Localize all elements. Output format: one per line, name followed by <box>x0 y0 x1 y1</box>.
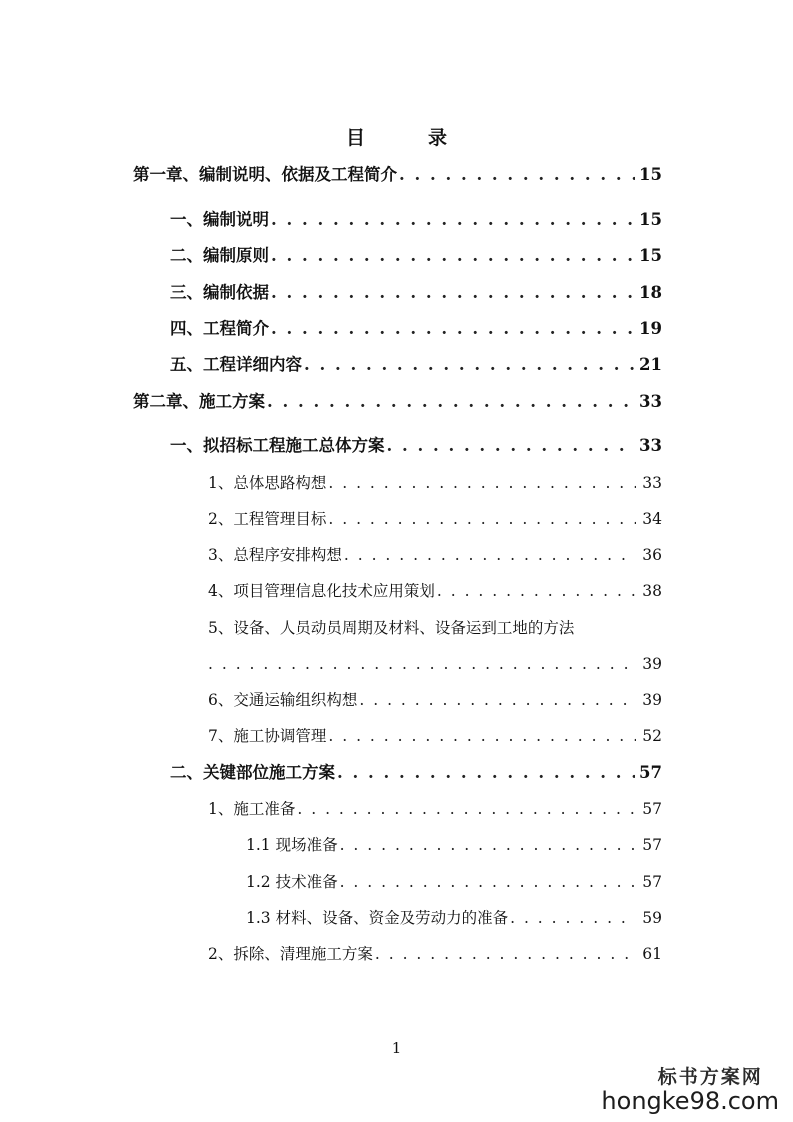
dot-leader <box>328 470 636 496</box>
toc-entry-section[interactable] <box>170 433 662 459</box>
toc-entry-subsection[interactable] <box>208 796 662 822</box>
toc-entry-subsubsection[interactable] <box>246 832 662 858</box>
watermark-text-cn: 标书方案网 <box>657 1066 763 1088</box>
dot-leader <box>297 796 636 822</box>
toc-entry-label: 2、工程管理目标 <box>208 510 327 528</box>
watermark-logo <box>601 1068 779 1113</box>
dot-leader <box>267 389 635 415</box>
toc-entry-subsection[interactable] <box>208 578 662 604</box>
toc-entry-label: 6、交通运输组织构想 <box>208 691 358 709</box>
toc-entry-page: 57 <box>639 763 662 782</box>
toc-entry-section[interactable] <box>170 760 662 786</box>
toc-entry-subsection-wrapped[interactable] <box>208 615 662 641</box>
toc-entry-label: 1.3 材料、设备、资金及劳动力的准备 <box>246 909 509 927</box>
toc-entry-page: 15 <box>639 246 662 265</box>
toc-entry-label: 二、编制原则 <box>170 246 269 265</box>
toc-entry-page: 57 <box>642 800 662 818</box>
toc-entry-label: 2、拆除、清理施工方案 <box>208 945 373 963</box>
dot-leader <box>208 651 636 677</box>
dot-leader <box>359 687 636 713</box>
toc-entry-page: 38 <box>642 582 662 600</box>
toc-entry-continuation[interactable] <box>208 651 662 677</box>
toc-entry-page: 39 <box>642 655 662 673</box>
watermark-text-en: hongke98.com <box>601 1087 779 1115</box>
toc-entry-page: 15 <box>639 210 662 229</box>
toc-entry-label: 1.1 现场准备 <box>246 836 338 854</box>
toc-entry-page: 52 <box>642 727 662 745</box>
toc-entry-label: 1、施工准备 <box>208 800 296 818</box>
toc-entry-label: 1、总体思路构想 <box>208 474 327 492</box>
toc-entry-label: 5、设备、人员动员周期及材料、设备运到工地的方法 <box>208 619 575 637</box>
toc-entry-page: 39 <box>642 691 662 709</box>
toc-entry-section[interactable] <box>170 352 662 378</box>
dot-leader <box>387 433 636 459</box>
toc-entry-page: 59 <box>642 909 662 927</box>
toc-entry-page: 33 <box>639 392 662 411</box>
dot-leader <box>271 280 635 306</box>
toc-entry-label: 3、总程序安排构想 <box>208 546 342 564</box>
dot-leader <box>304 352 635 378</box>
dot-leader <box>328 506 636 532</box>
toc-entry-subsection[interactable] <box>208 723 662 749</box>
toc-entry-label: 五、工程详细内容 <box>170 355 302 374</box>
dot-leader <box>375 941 636 967</box>
toc-entry-page: 36 <box>642 546 662 564</box>
dot-leader <box>271 243 635 269</box>
toc-entry-page: 57 <box>642 873 662 891</box>
toc-entry-page: 33 <box>642 474 662 492</box>
dot-leader <box>328 723 636 749</box>
toc-entry-label: 一、编制说明 <box>170 210 269 229</box>
toc-title: 目 录 <box>345 127 469 149</box>
toc-entry-section[interactable] <box>170 243 662 269</box>
dot-leader <box>437 578 636 604</box>
dot-leader <box>340 869 636 895</box>
toc-entry-subsection[interactable] <box>208 506 662 532</box>
toc-entry-label: 1.2 技术准备 <box>246 873 338 891</box>
toc-entry-label: 二、关键部位施工方案 <box>170 763 335 782</box>
toc-entry-page: 33 <box>639 436 662 455</box>
toc-entry-subsubsection[interactable] <box>246 869 662 895</box>
toc-entry-subsection[interactable] <box>208 687 662 713</box>
toc-entry-section[interactable] <box>170 280 662 306</box>
toc-entry-page: 34 <box>642 510 662 528</box>
dot-leader <box>510 905 636 931</box>
toc-entry-label: 7、施工协调管理 <box>208 727 327 745</box>
dot-leader <box>340 832 636 858</box>
toc-entry-page: 21 <box>639 355 662 374</box>
dot-leader <box>337 760 635 786</box>
toc-entry-page: 18 <box>639 283 662 302</box>
toc-entry-page: 61 <box>642 945 662 963</box>
toc-entry-subsubsection[interactable] <box>246 905 662 931</box>
toc-entry-subsection[interactable] <box>208 470 662 496</box>
dot-leader <box>271 316 635 342</box>
toc-entry-chapter-2[interactable] <box>133 389 662 415</box>
toc-entry-subsection[interactable] <box>208 941 662 967</box>
toc-entry-page: 57 <box>642 836 662 854</box>
toc-entry-chapter-1[interactable] <box>133 162 662 188</box>
toc-entry-section[interactable] <box>170 207 662 233</box>
toc-entry-label: 第一章、编制说明、依据及工程简介 <box>133 165 397 184</box>
toc-entry-page: 19 <box>639 319 662 338</box>
toc-entry-subsection[interactable] <box>208 542 662 568</box>
page-number: 1 <box>391 1039 402 1057</box>
toc-entry-section[interactable] <box>170 316 662 342</box>
dot-leader <box>271 207 635 233</box>
toc-entry-page: 15 <box>639 165 662 184</box>
toc-entry-label: 三、编制依据 <box>170 283 269 302</box>
toc-entry-label: 四、工程简介 <box>170 319 269 338</box>
toc-entry-label: 4、项目管理信息化技术应用策划 <box>208 582 435 600</box>
toc-entry-label: 一、拟招标工程施工总体方案 <box>170 436 385 455</box>
toc-entry-label: 第二章、施工方案 <box>133 392 265 411</box>
dot-leader <box>399 162 635 188</box>
dot-leader <box>344 542 636 568</box>
